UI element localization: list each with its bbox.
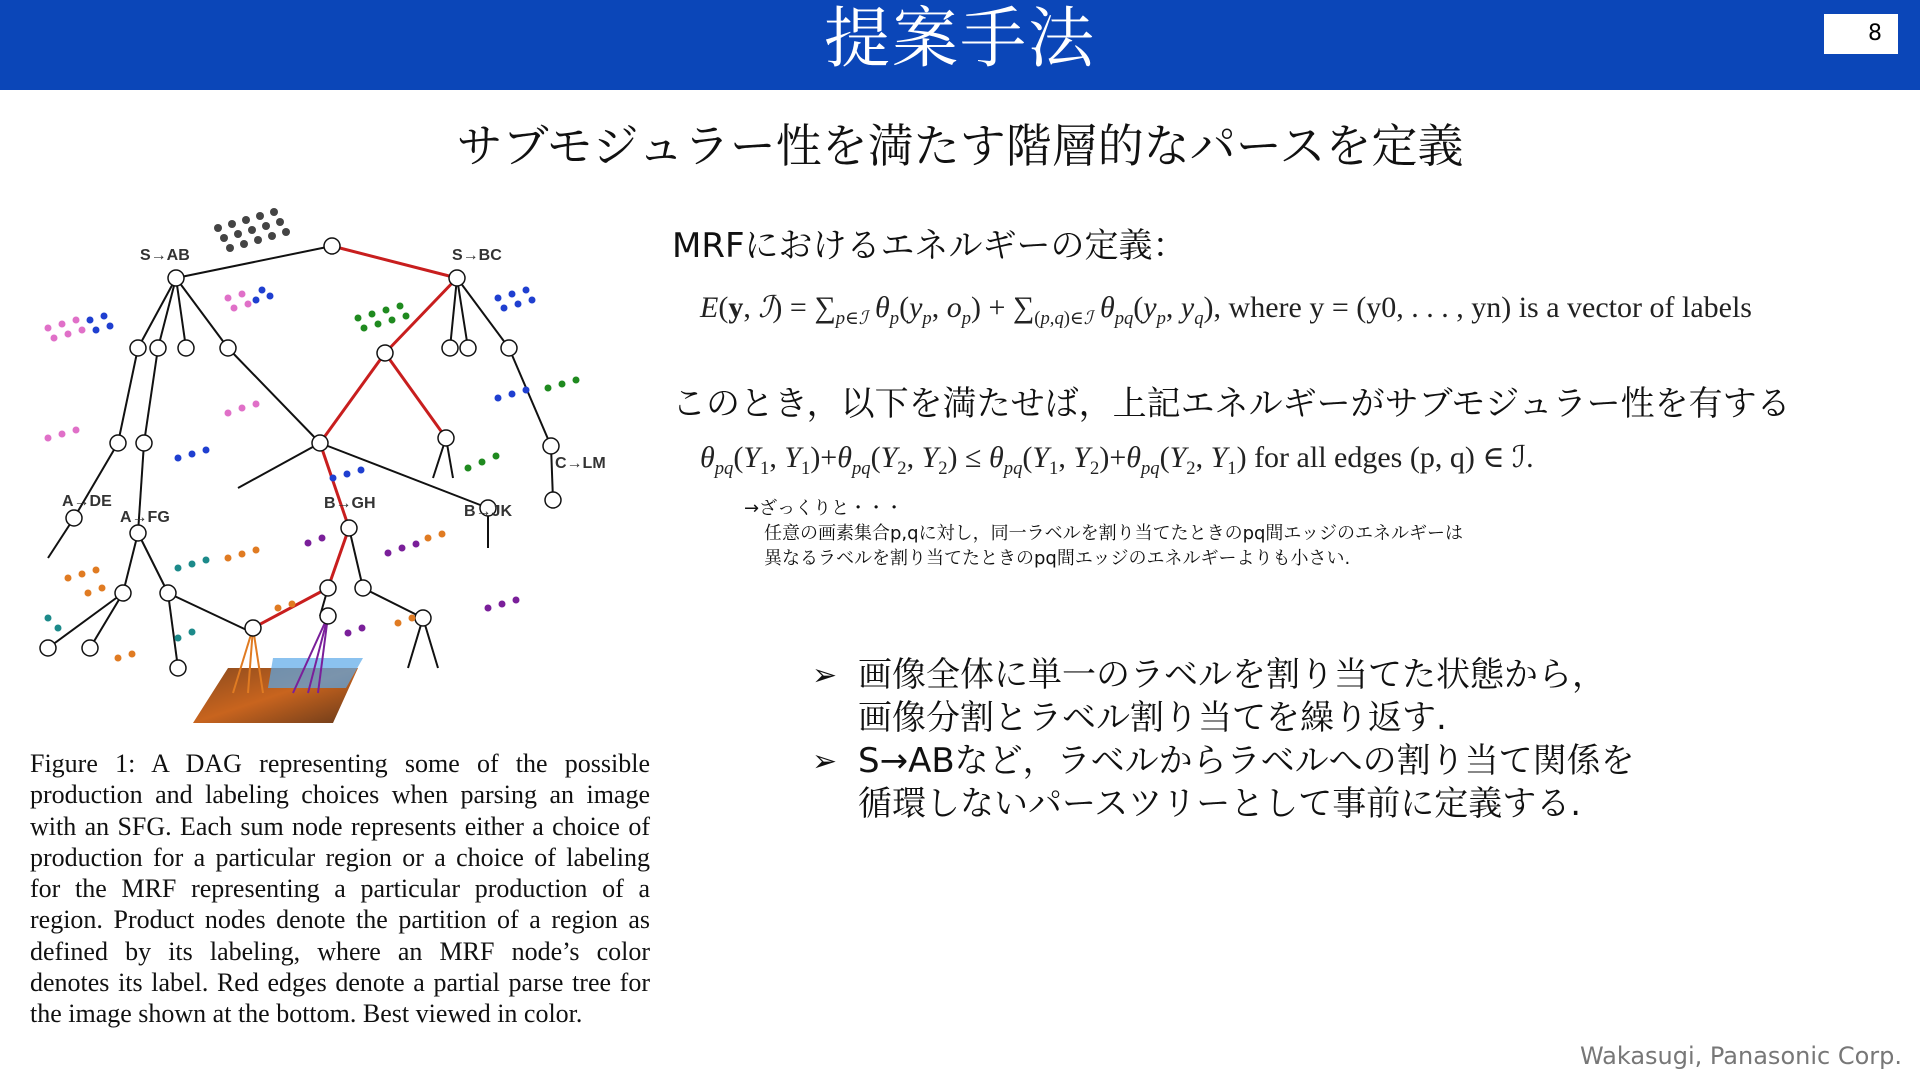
label-a-fg: A→FG: [120, 509, 170, 526]
bullet-text: 画像全体に単一のラベルを割り当てた状態から，: [858, 655, 1606, 695]
dag-nodes: [40, 238, 561, 676]
energy-equation-tail: where y = (y0, . . . , yn) is a vector of labels: [1228, 291, 1752, 324]
red-parse-edges: [253, 246, 457, 628]
label-b-gh: B→GH: [324, 495, 376, 512]
slide-subtitle: サブモジュラー性を満たす階層的なパースを定義: [456, 119, 1464, 173]
page-number: 8: [1824, 14, 1898, 54]
note-line-1: →ざっくりと・・・: [744, 498, 904, 519]
summary-note: [744, 496, 1463, 571]
title-bar: [0, 0, 1920, 90]
bullet-arrow-icon: ➢: [812, 744, 838, 779]
bullet-list: [812, 654, 1872, 826]
slide-title: 提案手法: [824, 0, 1096, 77]
label-b-jk: B→JK: [464, 503, 513, 520]
note-line-3: 異なるラベルを割り当てたときのpq間エッジのエネルギーよりも小さい.: [764, 548, 1351, 569]
footer-credit: Wakasugi, Panasonic Corp.: [1579, 1042, 1902, 1070]
label-c-lm: C→LM: [555, 455, 606, 472]
bullet-arrow-icon: ➢: [812, 658, 838, 693]
submodularity-inequality: $\theta_{pq}(Y_1$, $Y_1)+\theta_{pq}(Y_2$, $Y_2) \le \theta_{pq}(Y_1$, $Y_2)+\theta_{pq}(Y_2$, $Y_1$) for all edges (p, q) ∈ ℐ.: [700, 441, 1534, 479]
parse-dag-figure: [28, 188, 640, 736]
figure-caption: Figure 1: A DAG representing some of the possible production and labeling choices when parsing an image with an SFG. Each sum node represents either a choice of production for a particular region or a choice of labeling for the MRF representing a particular production of a region. Product nodes denote the partition of a region as defined by its labeling, where an MRF node’s color denotes its label. Red edges denote a partial parse tree for the image shown at the bottom. Best viewed in color.: [30, 749, 650, 1029]
mrf-energy-heading: MRFにおけるエネルギーの定義：: [672, 226, 1187, 266]
label-a-de: A→DE: [62, 493, 112, 510]
label-s-bc: S→BC: [452, 247, 502, 264]
submodularity-condition-text: このとき，以下を満たせば，上記エネルギーがサブモジュラー性を有する: [672, 384, 1791, 424]
bullet-text: S→ABなど，ラベルからラベルへの割り当て関係を: [858, 741, 1635, 781]
bullet-item: [812, 654, 1872, 740]
tree-edges: [48, 246, 553, 668]
label-s-ab: S→AB: [140, 247, 190, 264]
bullet-item: [812, 740, 1872, 826]
bullet-text: 循環しないパースツリーとして事前に定義する.: [858, 784, 1582, 824]
note-line-2: 任意の画素集合p,qに対し，同一ラベルを割り当てたときのpq間エッジのエネルギーは: [764, 523, 1464, 544]
inequality-tail: for all edges (p, q) ∈ ℐ.: [1254, 441, 1534, 474]
bullet-text: 画像分割とラベル割り当てを繰り返す.: [858, 698, 1447, 738]
energy-equation: E(y, ℐ) = $\sum_{p\in ℐ}$ $\theta_p(y_p$, $o_p) + \sum_{(p,q)\in ℐ}$ $\theta_{pq}(y_p$, $y_q$), where y = (y0, . . . , yn) is a vector of labels: [700, 291, 1752, 329]
